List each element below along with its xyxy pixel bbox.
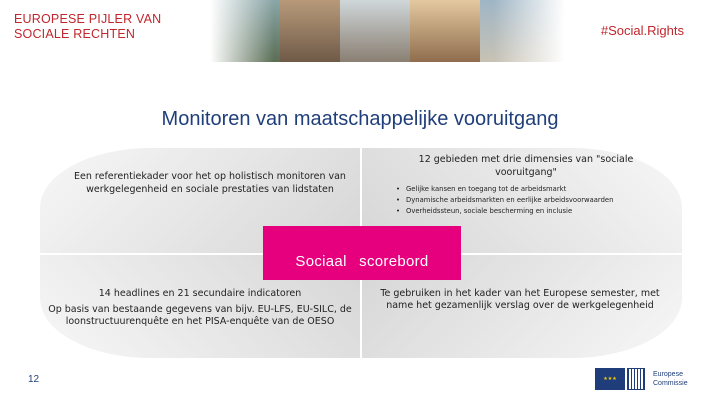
- logo-text: [653, 370, 688, 388]
- list-item: • Gelijke kansen en toegang tot de arbeidsmarkt: [392, 184, 660, 195]
- page-title: Monitoren van maatschappelijke vooruitgang: [161, 108, 559, 130]
- header-photo-strip: [210, 0, 565, 62]
- page-number: 12: [28, 374, 40, 385]
- top-right-heading: 12 gebieden met drie dimensies van "sociale vooruitgang": [418, 154, 634, 178]
- top-left-text: Een referentiekader voor het op holistisch monitoren van werkgelegenheid en sociale prestaties van lidstaten: [74, 171, 346, 195]
- center-scoreboard-box: [263, 226, 461, 280]
- hashtag: #Social.Rights: [600, 23, 684, 38]
- bottom-left-line1: 14 headlines en 21 secundaire indicatoren: [98, 288, 302, 299]
- list-item: • Dynamische arbeidsmarkten en eerlijke arbeidsvoorwaarden: [392, 195, 660, 206]
- center-label: [263, 253, 461, 270]
- header-title-line1: EUROPESE PIJLER VAN: [14, 12, 162, 26]
- bottom-right-text: Te gebruiken in het kader van het Europese semester, met name het gezamenlijk verslag over de werkgelegenheid: [380, 288, 660, 311]
- eu-flag-icon: ★★★: [595, 368, 625, 390]
- bottom-left-line2: Op basis van bestaande gegevens van bijv. EU-LFS, EU-SILC, de loonstructuurenquête en het PISA-enquête van de OESO: [48, 304, 352, 327]
- logo-text-line2: Commissie: [653, 380, 688, 387]
- header-title-line2: SOCIALE RECHTEN: [14, 27, 136, 41]
- center-word-sociaal: Sociaal: [295, 253, 347, 270]
- header-title: [14, 12, 204, 42]
- bottom-left-text: [40, 288, 360, 328]
- center-word-scorebord: scorebord: [359, 253, 429, 270]
- top-right-list: [392, 184, 660, 217]
- list-item: • Overheidssteun, sociale bescherming en inclusie: [392, 206, 660, 217]
- european-commission-logo: [595, 364, 710, 394]
- commission-building-icon: [627, 368, 645, 390]
- logo-text-line1: Europese: [653, 371, 683, 378]
